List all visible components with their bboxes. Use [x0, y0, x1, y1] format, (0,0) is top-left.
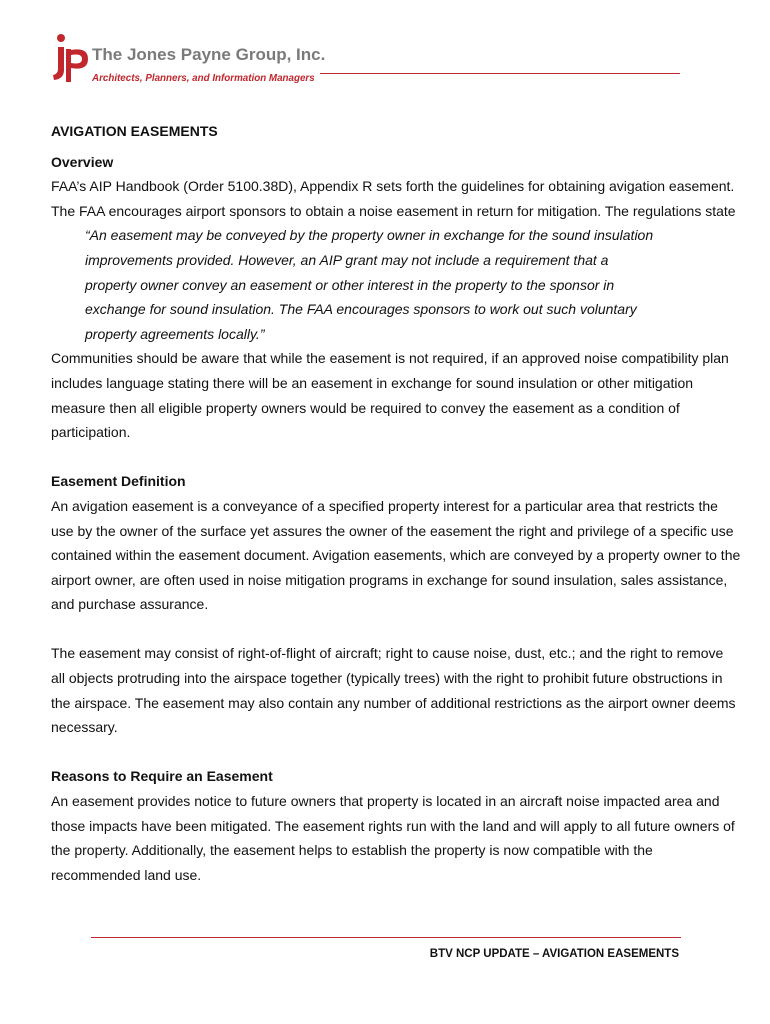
overview-heading: Overview	[51, 153, 114, 170]
definition-heading: Easement Definition	[51, 473, 186, 490]
jp-logo-icon	[50, 32, 90, 84]
overview-intro: FAA’s AIP Handbook (Order 5100.38D), Appendix R sets forth the guidelines for obtaining avigation easement. The FAA encourages airport sponsors to obtain a noise easement in return for mitigation. The regulations state	[51, 178, 736, 219]
header-divider	[320, 73, 680, 74]
company-name: The Jones Payne Group, Inc.	[92, 45, 326, 64]
regulation-quote: “An easement may be conveyed by the property owner in exchange for the sound insulation improvements provided. However, an AIP grant may not include a requirement that a property owner convey an easement or other interest in the property to the sponsor in exchange for sound insulation. The FAA encourages sponsors to work out such voluntary property agreements locally.”	[85, 227, 654, 342]
footer-divider	[91, 937, 681, 938]
reasons-heading: Reasons to Require an Easement	[51, 768, 273, 785]
reasons-paragraph: An easement provides notice to future owners that property is located in an aircraft noise impacted area and those impacts have been mitigated. The easement rights run with the land and will apply to all future owners of the property. Additionally, the easement helps to establish the property is now compatible with the recommended land use.	[51, 793, 735, 883]
overview-conclusion: Communities should be aware that while the easement is not required, if an approved noise compatibility plan includes language stating there will be an easement in exchange for sound insulation or other mitigation measure then all eligible property owners would be required to convey the easement as a condition of participation.	[51, 350, 729, 441]
spacer	[51, 617, 741, 642]
definition-paragraph-1: An avigation easement is a conveyance of a specified property interest for a particular area that restricts the use by the owner of the surface yet assures the owner of the easement the right and privilege of a specific use contained within the easement document. Avigation easements, which are conveyed by a property owner to the airport owner, are often used in noise mitigation programs in exchange for sound insulation, sales assistance, and purchase assurance.	[51, 497, 741, 613]
footer-title: BTV NCP UPDATE – AVIGATION EASEMENTS	[429, 948, 679, 960]
spacer	[51, 445, 741, 470]
definition-paragraph-2: The easement may consist of right-of-flight of aircraft; right to cause noise, dust, etc.; and the right to remove all objects protruding into the airspace together (typically trees) with the right to prohibit future obstructions in the airspace. The easement may also contain any number of additional restrictions as the airport owner deems necessary.	[51, 645, 736, 736]
company-tagline: Architects, Planners, and Information Managers	[92, 73, 315, 84]
document-body	[51, 119, 741, 887]
document-title: AVIGATION EASEMENTS	[51, 123, 218, 139]
spacer	[51, 740, 741, 765]
